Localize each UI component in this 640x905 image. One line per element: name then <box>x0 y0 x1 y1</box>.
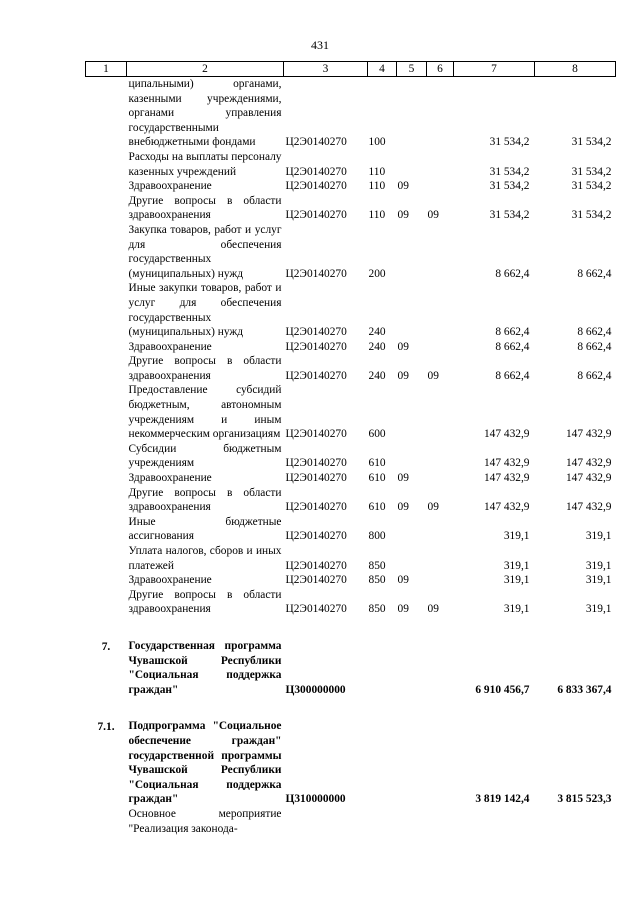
section <box>397 442 427 471</box>
table-row <box>86 383 616 441</box>
table-row <box>86 442 616 471</box>
table-row <box>86 515 616 544</box>
amount-year-2 <box>535 807 616 836</box>
table-row <box>86 194 616 223</box>
amount-year-2: 8 662,4 <box>577 267 612 280</box>
amount-year-1: 31 534,2 <box>489 136 530 149</box>
amount-year-2: 8 662,4 <box>577 340 612 353</box>
target-code: Ц2Э0140270 <box>285 165 347 178</box>
table-row <box>86 340 616 355</box>
target-code: Ц2Э0140270 <box>285 603 347 616</box>
target-code: Ц300000000 <box>285 683 346 696</box>
subsection <box>427 807 454 836</box>
row-number <box>86 194 127 223</box>
section <box>397 544 427 573</box>
amount-year-1: 319,1 <box>503 603 530 616</box>
amount-year-1: 31 534,2 <box>489 180 530 193</box>
subsection: 09 <box>427 369 439 382</box>
row-name: Расходы на выплаты персоналу казенных учреждений <box>128 150 282 178</box>
row-name: Здравоохранение <box>128 472 212 485</box>
amount-year-2: 31 534,2 <box>571 209 612 222</box>
header-col-5: 5 <box>397 62 427 77</box>
table-row <box>86 639 616 697</box>
amount-year-1: 8 662,4 <box>495 326 530 339</box>
target-code: Ц2Э0140270 <box>285 340 347 353</box>
row-name: Другие вопросы в области здравоохранения <box>128 588 282 616</box>
row-number <box>86 442 127 471</box>
row-number: 7. <box>101 640 111 653</box>
expense-type: 610 <box>368 457 386 470</box>
expense-type <box>368 719 397 807</box>
amount-year-2: 319,1 <box>585 603 612 616</box>
row-number <box>86 573 127 588</box>
expense-type: 100 <box>368 136 386 149</box>
table-row <box>86 471 616 486</box>
row-name: Здравоохранение <box>128 340 212 353</box>
header-col-2: 2 <box>127 62 284 77</box>
target-code: Ц2Э0140270 <box>285 457 347 470</box>
target-code: Ц2Э0140270 <box>285 180 347 193</box>
target-code: Ц2Э0140270 <box>285 559 347 572</box>
amount-year-2: 31 534,2 <box>571 180 612 193</box>
subsection <box>427 639 454 697</box>
table-header <box>86 62 616 77</box>
amount-year-1: 319,1 <box>503 530 530 543</box>
row-name: ципальными) органами, казенными учреждениями, органами управления государственными внебюджетными фондами <box>128 78 282 149</box>
section: 09 <box>397 574 409 587</box>
amount-year-2: 319,1 <box>585 559 612 572</box>
amount-year-2: 8 662,4 <box>577 369 612 382</box>
header-col-3: 3 <box>284 62 368 77</box>
amount-year-1 <box>454 807 535 836</box>
subsection <box>427 442 454 471</box>
expense-type: 850 <box>368 574 386 587</box>
table-row <box>86 223 616 281</box>
target-code: Ц2Э0140270 <box>285 501 347 514</box>
subsection <box>427 544 454 573</box>
expense-type: 200 <box>368 267 386 280</box>
table-row <box>86 486 616 515</box>
page-number: 431 <box>311 38 329 52</box>
row-name: Субсидии бюджетным учреждениям <box>128 442 282 470</box>
table-body <box>86 77 616 837</box>
header-col-1: 1 <box>86 62 127 77</box>
row-name: Иные закупки товаров, работ и услуг для обеспечения государственных (муниципальных) нужд <box>128 282 282 339</box>
section <box>397 383 427 441</box>
expense-type: 800 <box>368 530 386 543</box>
row-number <box>86 471 127 486</box>
section: 09 <box>397 501 409 514</box>
table-row <box>86 77 616 150</box>
target-code: Ц2Э0140270 <box>285 267 347 280</box>
header-col-4: 4 <box>368 62 397 77</box>
subsection: 09 <box>427 603 439 616</box>
table-row <box>86 354 616 383</box>
expense-type: 110 <box>368 180 386 193</box>
section <box>397 77 427 150</box>
amount-year-2: 6 833 367,4 <box>557 683 612 696</box>
target-code: Ц2Э0140270 <box>285 326 347 339</box>
section <box>397 150 427 179</box>
expense-type: 240 <box>368 369 386 382</box>
table-row <box>86 150 616 179</box>
row-number <box>86 223 127 281</box>
row-number <box>86 354 127 383</box>
row-name: Другие вопросы в области здравоохранения <box>128 486 282 514</box>
expense-type: 610 <box>368 501 386 514</box>
header-row <box>86 62 616 77</box>
spacer-cell <box>86 617 616 639</box>
section <box>397 719 427 807</box>
expense-type: 600 <box>368 428 386 441</box>
row-name: Иные бюджетные ассигнования <box>128 515 282 543</box>
amount-year-1: 147 432,9 <box>483 428 530 441</box>
section <box>397 807 427 836</box>
header-col-7: 7 <box>454 62 535 77</box>
section <box>397 515 427 544</box>
row-name: Здравоохранение <box>128 180 212 193</box>
row-name: Государственная программа Чувашской Республики "Социальная поддержка граждан" <box>128 639 282 696</box>
target-code: Ц2Э0140270 <box>285 369 347 382</box>
spacer-cell <box>86 697 616 719</box>
row-name: Другие вопросы в области здравоохранения <box>128 355 282 382</box>
expense-type: 240 <box>368 340 386 353</box>
subsection <box>427 150 454 179</box>
section <box>397 281 427 339</box>
header-col-8: 8 <box>535 62 616 77</box>
amount-year-2: 319,1 <box>585 574 612 587</box>
amount-year-2: 319,1 <box>585 530 612 543</box>
target-code: Ц310000000 <box>285 793 346 806</box>
section: 09 <box>397 340 409 353</box>
table-row <box>86 573 616 588</box>
target-code: Ц2Э0140270 <box>285 574 347 587</box>
amount-year-1: 6 910 456,7 <box>475 683 530 696</box>
row-name: Подпрограмма "Социальное обеспечение граждан" государственной программы Чувашской Республики "Социальная поддержка граждан" <box>128 720 282 806</box>
table-row <box>86 281 616 339</box>
row-number: 7.1. <box>97 721 115 734</box>
row-number <box>86 807 127 836</box>
amount-year-1: 31 534,2 <box>489 209 530 222</box>
amount-year-1: 31 534,2 <box>489 165 530 178</box>
subsection <box>427 471 454 486</box>
section: 09 <box>397 180 409 193</box>
amount-year-2: 31 534,2 <box>571 165 612 178</box>
row-name: Предоставление субсидий бюджетным, автономным учреждениям и иным некоммерческим организациям <box>128 384 282 441</box>
table-row <box>86 588 616 617</box>
row-number <box>86 281 127 339</box>
target-code: Ц2Э0140270 <box>285 472 347 485</box>
subsection <box>427 515 454 544</box>
table-row <box>86 719 616 807</box>
subsection <box>427 719 454 807</box>
subsection <box>427 573 454 588</box>
target-code: Ц2Э0140270 <box>285 136 347 149</box>
subsection <box>427 77 454 150</box>
row-number <box>86 340 127 355</box>
expense-type: 850 <box>368 603 386 616</box>
target-code: Ц2Э0140270 <box>285 530 347 543</box>
section: 09 <box>397 209 409 222</box>
table-row <box>86 179 616 194</box>
target-code: Ц2Э0140270 <box>285 428 347 441</box>
amount-year-1: 3 819 142,4 <box>475 793 530 806</box>
row-name: Здравоохранение <box>128 574 212 587</box>
target-code: Ц2Э0140270 <box>285 209 347 222</box>
row-name: Уплата налогов, сборов и иных платежей <box>128 545 282 572</box>
subsection <box>427 383 454 441</box>
amount-year-2: 147 432,9 <box>565 472 612 485</box>
amount-year-1: 147 432,9 <box>483 501 530 514</box>
table-row <box>86 544 616 573</box>
target-code <box>284 807 368 836</box>
amount-year-1: 8 662,4 <box>495 340 530 353</box>
amount-year-1: 147 432,9 <box>483 472 530 485</box>
expense-type: 240 <box>368 326 386 339</box>
amount-year-2: 3 815 523,3 <box>557 793 612 806</box>
row-number <box>86 544 127 573</box>
amount-year-1: 319,1 <box>503 559 530 572</box>
amount-year-1: 8 662,4 <box>495 369 530 382</box>
section <box>397 223 427 281</box>
row-number <box>86 515 127 544</box>
row-number <box>86 179 127 194</box>
section: 09 <box>397 472 409 485</box>
row-number <box>86 77 127 150</box>
row-spacer <box>86 617 616 639</box>
expense-type: 610 <box>368 472 386 485</box>
section <box>397 639 427 697</box>
section: 09 <box>397 603 409 616</box>
expense-type: 110 <box>368 165 386 178</box>
amount-year-1: 319,1 <box>503 574 530 587</box>
row-spacer <box>86 697 616 719</box>
amount-year-2: 8 662,4 <box>577 326 612 339</box>
amount-year-2: 147 432,9 <box>565 501 612 514</box>
budget-table <box>85 61 616 836</box>
subsection <box>427 223 454 281</box>
row-name: Другие вопросы в области здравоохранения <box>128 194 282 222</box>
subsection: 09 <box>427 209 439 222</box>
expense-type <box>368 639 397 697</box>
row-name: Закупка товаров, работ и услуг для обеспечения государственных (муниципальных) нужд <box>128 223 282 280</box>
subsection <box>427 179 454 194</box>
row-number <box>86 383 127 441</box>
row-number <box>86 486 127 515</box>
row-name: Основное мероприятие "Реализация законода- <box>128 807 282 835</box>
header-col-6: 6 <box>427 62 454 77</box>
subsection: 09 <box>427 501 439 514</box>
table-row <box>86 807 616 836</box>
expense-type: 110 <box>368 209 386 222</box>
section: 09 <box>397 369 409 382</box>
subsection <box>427 340 454 355</box>
amount-year-1: 147 432,9 <box>483 457 530 470</box>
amount-year-1: 8 662,4 <box>495 267 530 280</box>
row-number <box>86 150 127 179</box>
expense-type <box>368 807 397 836</box>
amount-year-2: 147 432,9 <box>565 428 612 441</box>
subsection <box>427 281 454 339</box>
amount-year-2: 31 534,2 <box>571 136 612 149</box>
amount-year-2: 147 432,9 <box>565 457 612 470</box>
row-number <box>86 588 127 617</box>
expense-type: 850 <box>368 559 386 572</box>
